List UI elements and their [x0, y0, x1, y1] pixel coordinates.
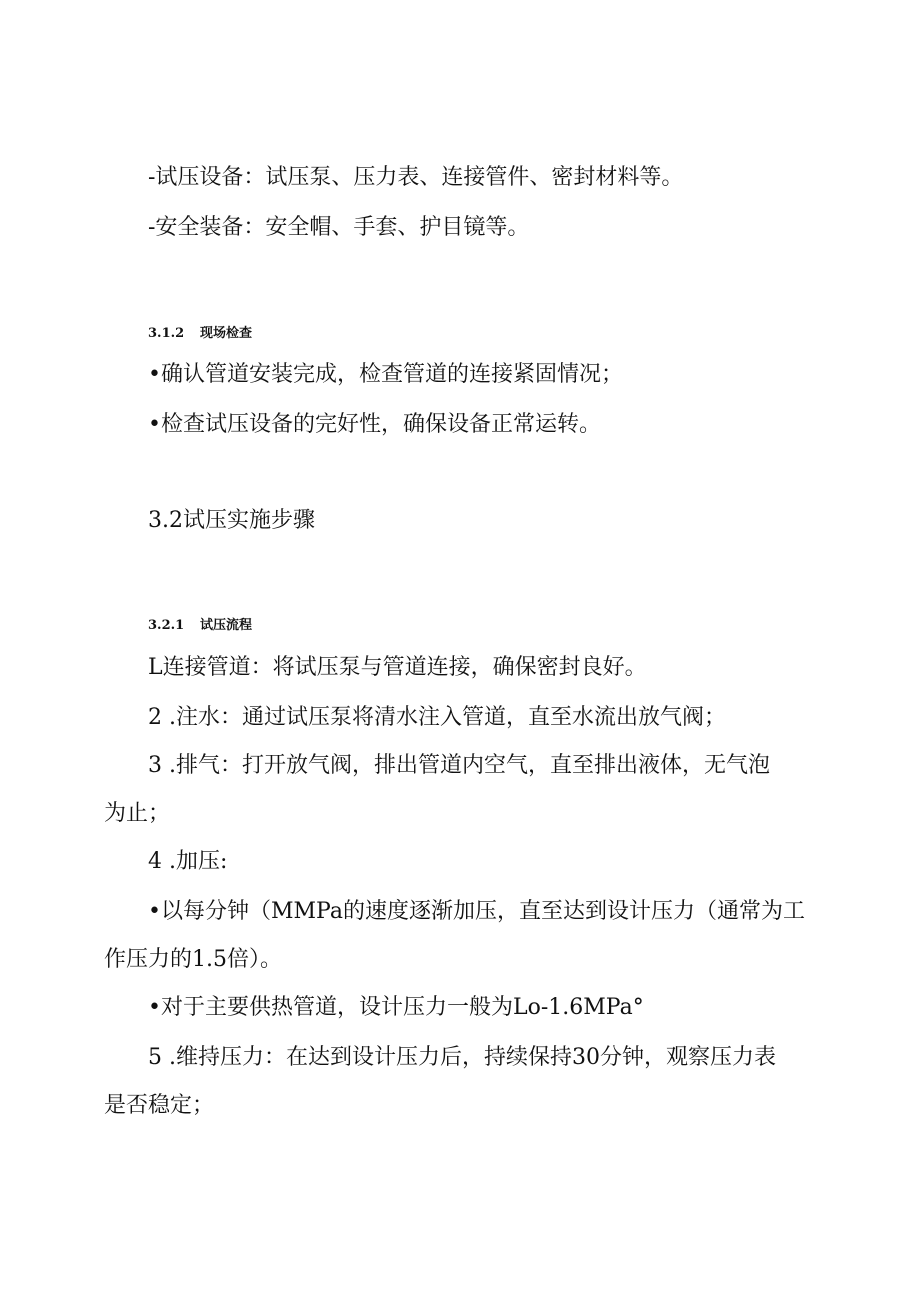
- step-5-continued: 是否稳定；: [104, 1093, 215, 1118]
- section-title: 试压流程: [200, 618, 253, 633]
- bullet-check-equipment: •检查试压设备的完好性，确保设备正常运转。: [148, 412, 601, 437]
- section-number: 3.1.2: [148, 326, 185, 341]
- step-5-hold-pressure: 5 .维持压力：在达到设计压力后，持续保持30分钟，观察压力表: [148, 1045, 776, 1070]
- section-heading-3-2-1: [148, 617, 252, 635]
- step-3-vent: 3 .排气：打开放气阀，排出管道内空气，直至排出液体，无气泡: [148, 753, 770, 778]
- section-heading-3-1-2: [148, 325, 252, 343]
- bullet-confirm-install: •确认管道安装完成，检查管道的连接紧固情况；: [148, 362, 623, 387]
- step-1-connect: L连接管道：将试压泵与管道连接，确保密封良好。: [148, 655, 647, 680]
- section-heading-3-2: 3.2试压实施步骤: [148, 508, 315, 533]
- bullet-design-pressure: •对于主要供热管道，设计压力一般为Lo-1.6MPa°: [148, 995, 644, 1020]
- step-4-pressurize: 4 .加压:: [148, 849, 228, 874]
- step-2-fill-water: 2 .注水：通过试压泵将清水注入管道，直至水流出放气阀；: [148, 705, 726, 730]
- bullet-pressurize-rate-continued: 作压力的1.5倍）。: [104, 947, 282, 972]
- section-number: 3.2.1: [148, 618, 185, 633]
- paragraph-test-equipment: -试压设备：试压泵、压力表、连接管件、密封材料等。: [148, 165, 684, 190]
- paragraph-safety-equipment: -安全装备：安全帽、手套、护目镜等。: [148, 215, 530, 240]
- bullet-pressurize-rate: •以每分钟（MMPa的速度逐渐加压，直至达到设计压力（通常为工: [148, 899, 805, 924]
- section-title: 现场检查: [200, 326, 253, 341]
- step-3-continued: 为止；: [104, 801, 171, 826]
